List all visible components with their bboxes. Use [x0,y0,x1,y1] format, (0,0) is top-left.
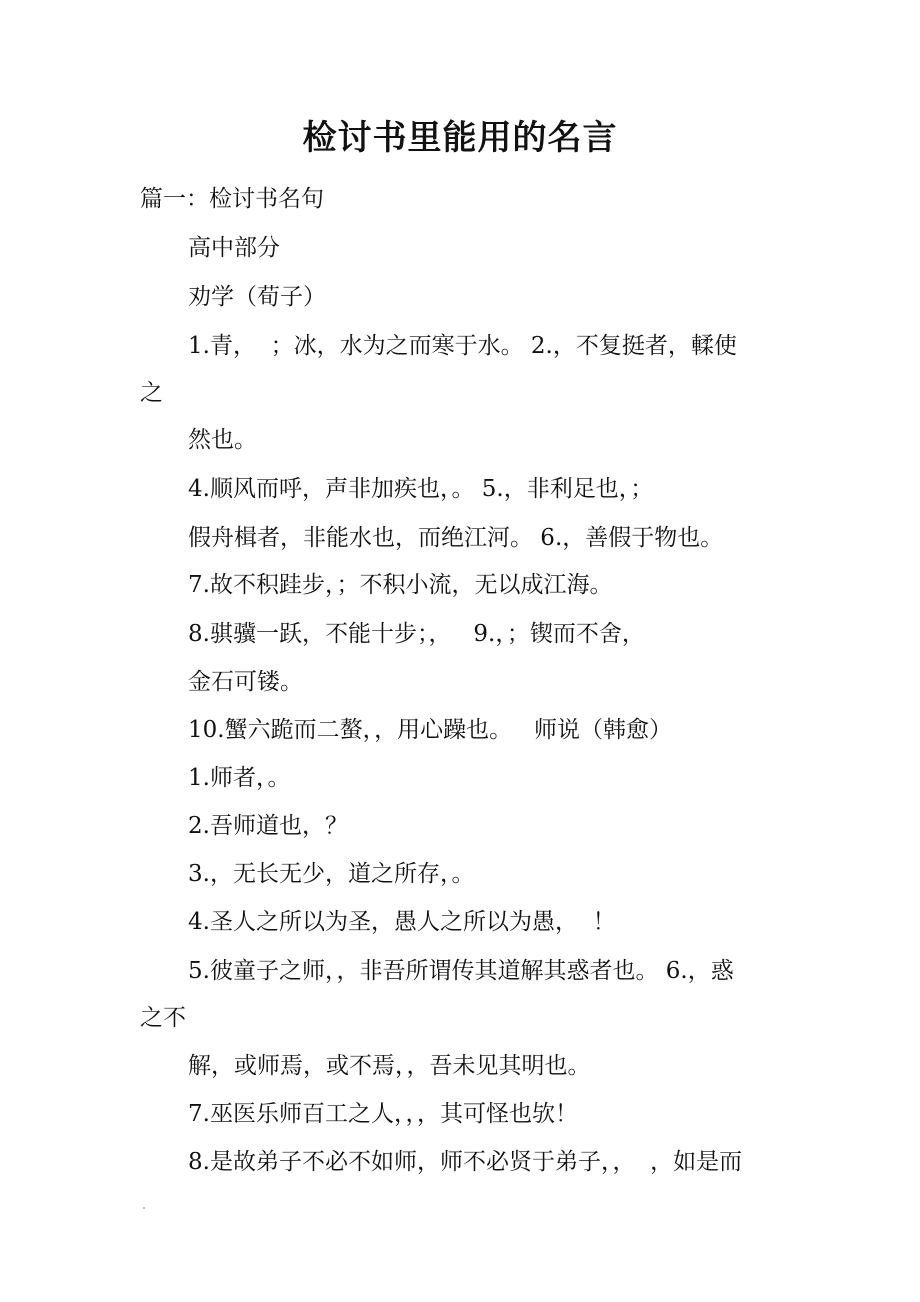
text-line: 解，或师焉，或不焉，，吾未见其明也。 [188,1053,591,1079]
text-line: 8.骐骥一跃，不能十步；， 9.，；锲而不舍， [188,621,645,647]
section-heading: 篇一：检讨书名句 [140,186,324,212]
text-line: 8.是故弟子不必不如师，师不必贤于弟子，， ，如是而 [188,1149,743,1175]
text-line: 之 [140,380,163,406]
text-line: 1.青， ；冰，水为之而寒于水。 2.，不复挺者，輮使 [188,333,737,359]
text-line: 4.顺风而呼，声非加疾也，。 5.，非利足也，； [188,476,654,502]
text-line: 假舟楫者，非能水也，而绝江河。 6.，善假于物也。 [188,525,724,551]
text-line: 金石可镂。 [188,669,303,695]
text-line: 1.师者，。 [188,765,291,791]
text-line: 7.巫医乐师百工之人，，，其可怪也欤！ [188,1101,578,1127]
text-line: 3.，无长无少，道之所存，。 [188,861,475,887]
text-line: 4.圣人之所以为圣，愚人之所以为愚， ！ [188,909,616,935]
text-line: 然也。 [188,427,257,453]
text-line: 2.吾师道也，？ [188,813,348,839]
text-line: 10.蟹六跪而二螯，，用心躁也。 师说（韩愈） [188,717,673,743]
scan-speck [143,1207,145,1209]
document-title: 检讨书里能用的名言 [302,118,618,158]
text-line: 5.彼童子之师，，非吾所谓传其道解其惑者也。 6.，惑 [188,958,734,984]
subsection-heading: 高中部分 [188,235,280,261]
text-line: 7.故不积跬步，；不积小流，无以成江海。 [188,572,613,598]
text-line: 劝学（荀子） [188,284,326,310]
text-line: 之不 [140,1005,186,1031]
